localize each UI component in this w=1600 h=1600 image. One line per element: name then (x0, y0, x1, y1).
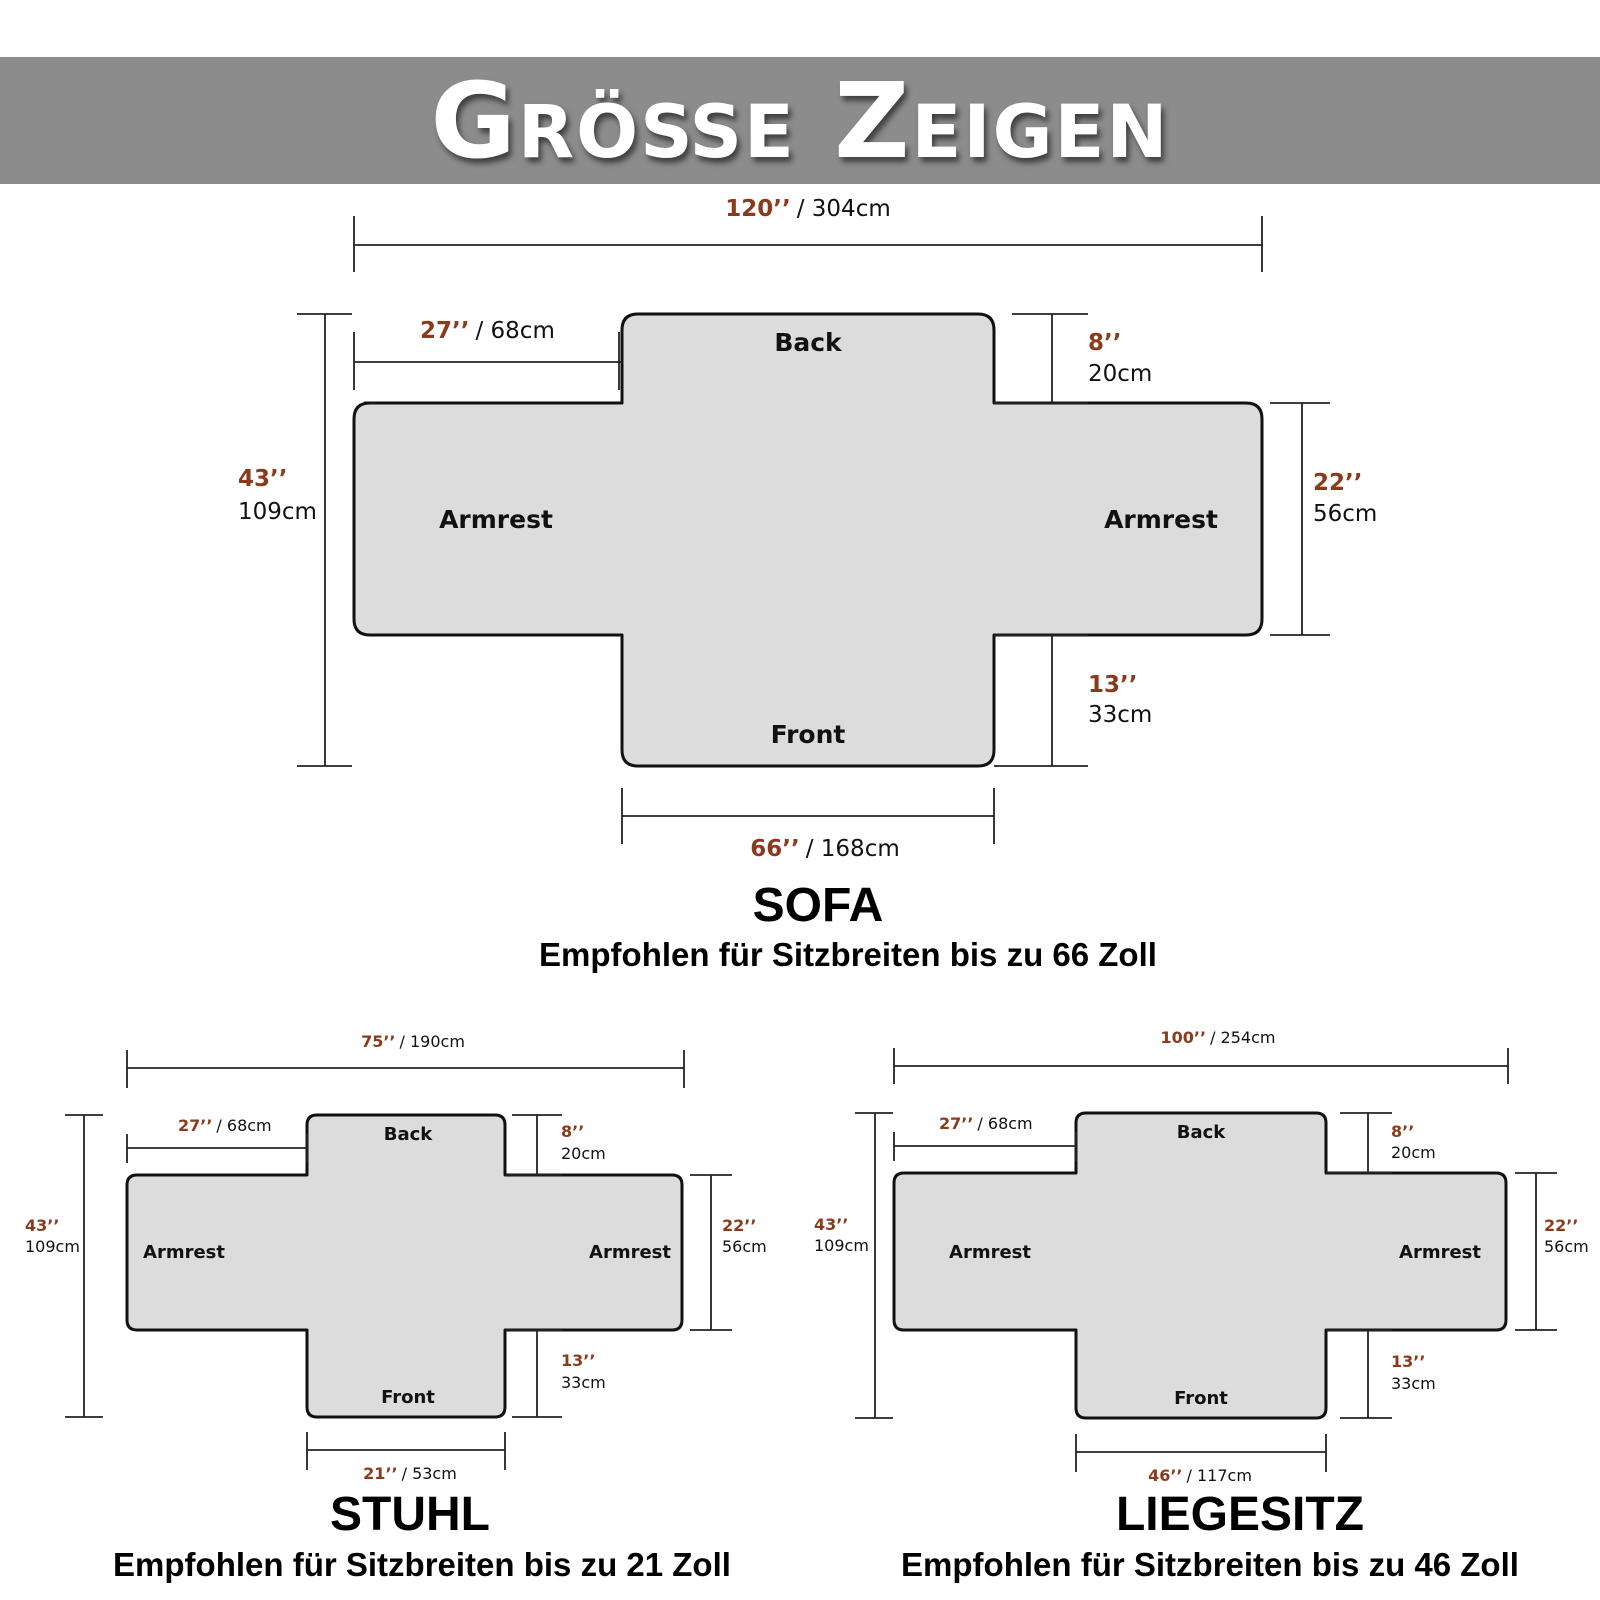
liegesitz-front-label: Front (1174, 1388, 1228, 1409)
dimension-label (363, 1464, 457, 1483)
liegesitz-right-armrest-label: Armrest (1399, 1242, 1481, 1263)
liegesitz-back-height-inch: 8’’ (1391, 1122, 1415, 1141)
sofa-front-height-inch: 13’’ (1088, 672, 1138, 698)
page-title: Größe Zeigen (430, 59, 1170, 182)
stuhl-front-height-inch: 13’’ (561, 1351, 596, 1370)
dimension-label (750, 836, 900, 862)
liegesitz-total-height-inch: 43’’ (814, 1215, 849, 1234)
sofa-front-height-dimension (994, 635, 1152, 766)
stuhl-front-height-dimension (505, 1330, 606, 1417)
sofa-title: SOFA (752, 879, 884, 932)
liegesitz-armrest-height-inch: 22’’ (1544, 1216, 1579, 1235)
dimension-label (1148, 1466, 1252, 1485)
stuhl-total-width-cm: / 190cm (399, 1032, 465, 1051)
stuhl-seat-width-cm: / 53cm (401, 1464, 457, 1483)
liegesitz-total-height-cm: 109cm (814, 1236, 869, 1255)
sofa-back-height-inch: 8’’ (1088, 330, 1122, 356)
stuhl-total-height-inch: 43’’ (25, 1216, 60, 1235)
liegesitz-back-label: Back (1176, 1122, 1226, 1143)
sofa-armrest-width-cm: / 68cm (475, 318, 555, 344)
stuhl-armrest-width-dimension (127, 1116, 307, 1163)
liegesitz-front-height-cm: 33cm (1391, 1374, 1436, 1393)
stuhl-recommendation: Empfohlen für Sitzbreiten bis zu 21 Zoll (113, 1546, 731, 1583)
liegesitz-seat-width-cm: / 117cm (1186, 1466, 1252, 1485)
sofa-seat-width-dimension (622, 788, 994, 862)
stuhl-total-height-dimension (25, 1115, 103, 1417)
sofa-seat-width-cm: / 168cm (805, 836, 900, 862)
sofa-back-label: Back (774, 328, 842, 357)
sofa-armrest-height-inch: 22’’ (1313, 470, 1363, 496)
liegesitz-back-height-cm: 20cm (1391, 1143, 1436, 1162)
liegesitz-left-armrest-label: Armrest (949, 1242, 1031, 1263)
sofa-total-width-dimension (354, 196, 1262, 272)
liegesitz-armrest-height-cm: 56cm (1544, 1237, 1589, 1256)
stuhl-back-height-dimension (505, 1115, 606, 1175)
dimension-label (1161, 1028, 1276, 1047)
sofa-front-height-cm: 33cm (1088, 702, 1153, 728)
stuhl-armrest-height-dimension (690, 1175, 767, 1330)
sofa-left-armrest-label: Armrest (439, 505, 553, 534)
stuhl-back-label: Back (383, 1124, 433, 1145)
sofa-armrest-height-cm: 56cm (1313, 501, 1378, 527)
stuhl-title: STUHL (330, 1488, 490, 1541)
dimension-label (939, 1114, 1033, 1133)
liegesitz-total-width-cm: / 254cm (1210, 1028, 1276, 1047)
stuhl-back-height-inch: 8’’ (561, 1122, 585, 1141)
liegesitz-seat-width-dimension (1076, 1434, 1326, 1485)
stuhl-total-height-cm: 109cm (25, 1237, 80, 1256)
stuhl-seat-width-dimension (307, 1432, 505, 1483)
stuhl-armrest-height-cm: 56cm (722, 1237, 767, 1256)
sofa-total-width-cm: / 304cm (796, 196, 891, 222)
dimension-label (361, 1032, 465, 1051)
dimension-label (725, 196, 891, 222)
sofa-front-label: Front (770, 720, 846, 749)
stuhl-right-armrest-label: Armrest (589, 1242, 671, 1263)
sofa-back-height-dimension (994, 314, 1152, 403)
stuhl-left-armrest-label: Armrest (143, 1242, 225, 1263)
stuhl-diagram (25, 1032, 767, 1583)
sofa-right-armrest-label: Armrest (1104, 505, 1218, 534)
liegesitz-seat-width-inch: 46’’ (1148, 1466, 1183, 1485)
sofa-total-width-inch: 120’’ (725, 196, 791, 222)
sofa-back-height-cm: 20cm (1088, 361, 1153, 387)
liegesitz-armrest-width-dimension (894, 1114, 1076, 1161)
sofa-total-height-dimension (238, 314, 352, 766)
liegesitz-armrest-height-dimension (1515, 1173, 1589, 1330)
liegesitz-armrest-width-cm: / 68cm (977, 1114, 1033, 1133)
stuhl-total-width-inch: 75’’ (361, 1032, 396, 1051)
sofa-diagram (238, 196, 1377, 973)
liegesitz-front-height-inch: 13’’ (1391, 1352, 1426, 1371)
sofa-total-height-cm: 109cm (238, 499, 317, 525)
sofa-total-height-inch: 43’’ (238, 466, 288, 492)
stuhl-total-width-dimension (127, 1032, 684, 1088)
stuhl-seat-width-inch: 21’’ (363, 1464, 398, 1483)
sofa-armrest-height-dimension (1270, 403, 1377, 635)
sofa-armrest-width-inch: 27’’ (420, 318, 470, 344)
sofa-seat-width-inch: 66’’ (750, 836, 800, 862)
stuhl-front-height-cm: 33cm (561, 1373, 606, 1392)
sofa-recommendation: Empfohlen für Sitzbreiten bis zu 66 Zoll (539, 936, 1157, 973)
dimension-label (178, 1116, 272, 1135)
liegesitz-recommendation: Empfohlen für Sitzbreiten bis zu 46 Zoll (901, 1546, 1519, 1583)
liegesitz-diagram (814, 1028, 1589, 1583)
dimension-label (420, 318, 555, 344)
liegesitz-total-width-dimension (894, 1028, 1508, 1084)
stuhl-front-label: Front (381, 1387, 435, 1408)
stuhl-armrest-width-inch: 27’’ (178, 1116, 213, 1135)
stuhl-armrest-height-inch: 22’’ (722, 1216, 757, 1235)
liegesitz-title: LIEGESITZ (1115, 1488, 1365, 1541)
liegesitz-front-height-dimension (1326, 1330, 1436, 1418)
stuhl-armrest-width-cm: / 68cm (216, 1116, 272, 1135)
stuhl-back-height-cm: 20cm (561, 1144, 606, 1163)
liegesitz-total-height-dimension (814, 1113, 893, 1418)
liegesitz-total-width-inch: 100’’ (1160, 1028, 1207, 1047)
sofa-armrest-width-dimension (354, 318, 622, 390)
liegesitz-armrest-width-inch: 27’’ (939, 1114, 974, 1133)
liegesitz-back-height-dimension (1326, 1113, 1436, 1173)
